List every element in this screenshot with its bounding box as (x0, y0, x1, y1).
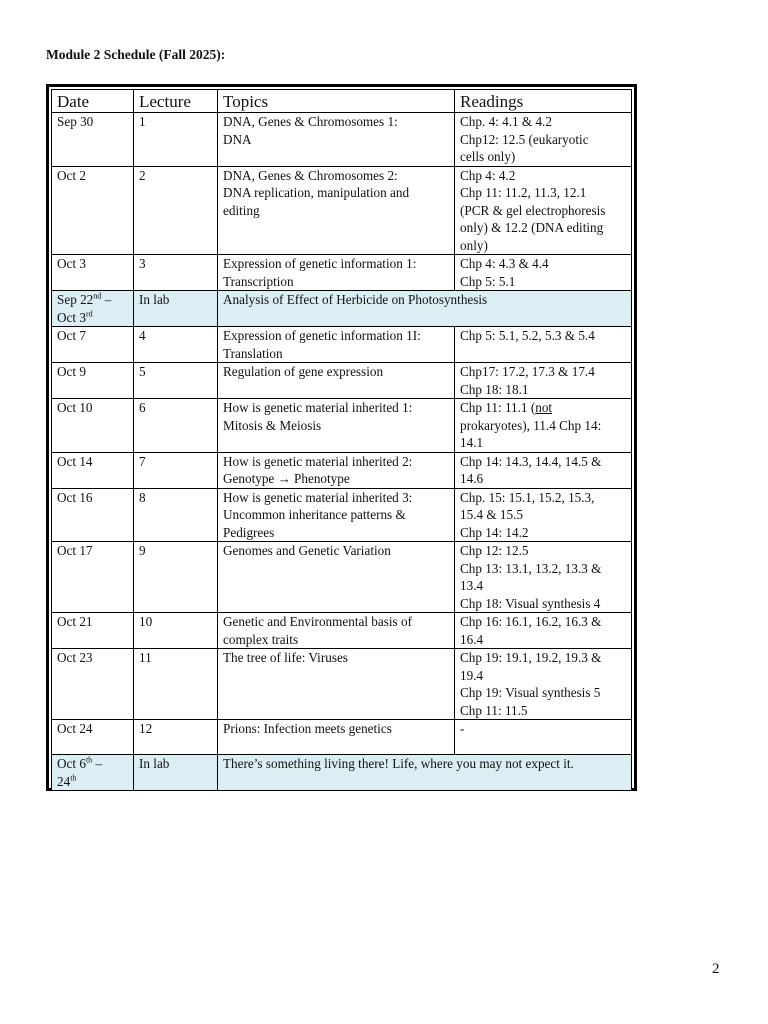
cell-line: Oct 14 (57, 453, 93, 469)
date-cell (52, 363, 134, 399)
lecture-row (52, 613, 632, 649)
cell-line: complex traits (223, 631, 299, 647)
cell-line: Genotype → Phenotype (223, 471, 350, 486)
cell-line: 14.6 (460, 471, 484, 486)
readings-cell (455, 649, 632, 720)
topic-cell (218, 363, 455, 399)
lecture-row (52, 166, 632, 255)
lecture-cell: 1 (134, 113, 218, 167)
lecture-cell: 10 (134, 613, 218, 649)
cell-line: Expression of genetic information 1I: (223, 328, 421, 343)
cell-line: Oct 7 (57, 328, 86, 343)
lecture-row (52, 363, 632, 399)
cell-line: (PCR & gel electrophoresis (460, 202, 606, 218)
cell-line: Oct 3rd (57, 309, 93, 325)
cell-line: Pedigrees (223, 524, 275, 540)
date-cell (52, 399, 134, 453)
topic-cell (218, 166, 455, 255)
header-lecture: Lecture (134, 90, 218, 113)
cell-line: Chp 14: 14.3, 14.4, 14.5 & (460, 453, 602, 469)
lecture-row (52, 399, 632, 453)
lecture-cell: 2 (134, 166, 218, 255)
cell-line: 13.4 (460, 578, 484, 593)
cell-line: Chp 5: 5.1, 5.2, 5.3 & 5.4 (460, 328, 595, 343)
date-cell (52, 755, 134, 791)
cell-line: Chp 19: 19.1, 19.2, 19.3 & (460, 650, 602, 665)
lecture-cell: 3 (134, 255, 218, 291)
topic-cell (218, 327, 455, 363)
cell-line: 15.4 & 15.5 (460, 507, 524, 522)
lecture-cell: In lab (134, 755, 218, 791)
readings-cell (455, 542, 632, 613)
cell-line: Chp 11: 11.5 (460, 702, 528, 718)
date-cell (52, 720, 134, 755)
topic-cell (218, 291, 632, 327)
topic-cell (218, 452, 455, 488)
lecture-cell: 7 (134, 452, 218, 488)
readings-cell (455, 488, 632, 542)
cell-line: Chp. 15: 15.1, 15.2, 15.3, (460, 489, 595, 505)
cell-line: Oct 21 (57, 614, 93, 629)
lecture-cell: 9 (134, 542, 218, 613)
cell-line: Chp 4: 4.2 (460, 167, 516, 183)
cell-line: Oct 6th – (57, 755, 103, 771)
date-cell (52, 327, 134, 363)
page-number: 2 (712, 961, 720, 977)
cell-line: Oct 16 (57, 489, 93, 505)
cell-line: Oct 2 (57, 167, 86, 183)
cell-line: Chp 14: 14.2 (460, 524, 529, 540)
cell-line: 14.1 (460, 435, 484, 450)
lab-row (52, 755, 632, 791)
topic-cell (218, 488, 455, 542)
cell-line: Chp17: 17.2, 17.3 & 17.4 (460, 364, 595, 379)
readings-cell (455, 363, 632, 399)
cell-line: Chp12: 12.5 (eukaryotic (460, 131, 589, 147)
cell-line: editing (223, 202, 260, 218)
schedule-table (51, 89, 632, 791)
cell-line: Oct 3 (57, 256, 86, 271)
cell-line: DNA, Genes & Chromosomes 1: (223, 114, 398, 129)
lecture-cell: 8 (134, 488, 218, 542)
readings-cell (455, 399, 632, 453)
cell-line: Uncommon inheritance patterns & (223, 507, 406, 522)
cell-line: How is genetic material inherited 1: (223, 400, 413, 415)
lecture-row (52, 255, 632, 291)
cell-line: Genetic and Environmental basis of (223, 614, 412, 629)
lecture-cell: 11 (134, 649, 218, 720)
cell-line: - (460, 721, 465, 736)
schedule-body (52, 113, 632, 791)
date-cell (52, 291, 134, 327)
lecture-row (52, 542, 632, 613)
page-title: Module 2 Schedule (Fall 2025): (46, 47, 226, 62)
schedule-table-frame (46, 84, 637, 791)
cell-line: Chp 18: 18.1 (460, 381, 529, 397)
lecture-cell: 6 (134, 399, 218, 453)
cell-line: There’s something living there! Life, where you may not expect it. (223, 756, 574, 771)
readings-cell (455, 255, 632, 291)
cell-line: 19.4 (460, 667, 484, 683)
cell-line: Prions: Infection meets genetics (223, 721, 392, 736)
lecture-row (52, 452, 632, 488)
cell-line: Chp. 4: 4.1 & 4.2 (460, 114, 552, 129)
cell-line: Oct 9 (57, 364, 86, 379)
cell-line: only) (460, 237, 488, 253)
header-readings: Readings (455, 90, 632, 113)
cell-line: Regulation of gene expression (223, 364, 384, 379)
header-date: Date (52, 90, 134, 113)
header-topics: Topics (218, 90, 455, 113)
lecture-cell: 12 (134, 720, 218, 755)
readings-cell (455, 327, 632, 363)
cell-line: 24th (57, 773, 77, 789)
lab-row (52, 291, 632, 327)
readings-cell (455, 613, 632, 649)
topic-cell (218, 542, 455, 613)
cell-line: Oct 23 (57, 650, 93, 665)
topic-cell (218, 113, 455, 167)
readings-cell (455, 166, 632, 255)
cell-line: The tree of life: Viruses (223, 650, 348, 665)
cell-line: DNA replication, manipulation and (223, 185, 410, 200)
topic-cell (218, 399, 455, 453)
cell-line: Chp 18: Visual synthesis 4 (460, 595, 601, 611)
cell-line: prokaryotes), 11.4 Chp 14: (460, 417, 602, 433)
cell-line: Expression of genetic information 1: (223, 256, 417, 271)
cell-line: Sep 22nd – (57, 291, 112, 307)
cell-line: Transcription (223, 273, 294, 289)
lecture-cell: 4 (134, 327, 218, 363)
date-cell (52, 542, 134, 613)
cell-line: Translation (223, 345, 283, 361)
cell-line: Oct 24 (57, 721, 93, 736)
cell-line: DNA (223, 131, 252, 147)
topic-cell (218, 613, 455, 649)
cell-line: How is genetic material inherited 3: (223, 489, 413, 505)
readings-cell (455, 720, 632, 755)
lecture-row (52, 113, 632, 167)
cell-line: cells only) (460, 149, 516, 164)
date-cell (52, 613, 134, 649)
lecture-cell: 5 (134, 363, 218, 399)
cell-line: Mitosis & Meiosis (223, 417, 322, 433)
date-cell (52, 166, 134, 255)
readings-cell (455, 113, 632, 167)
cell-line: 16.4 (460, 631, 484, 647)
date-cell (52, 113, 134, 167)
topic-cell (218, 255, 455, 291)
lecture-row (52, 649, 632, 720)
cell-line: Oct 17 (57, 543, 93, 558)
lecture-row (52, 488, 632, 542)
cell-line: Chp 11: 11.1 (not (460, 400, 553, 415)
cell-line: Chp 4: 4.3 & 4.4 (460, 256, 549, 271)
cell-line: How is genetic material inherited 2: (223, 453, 413, 469)
date-cell (52, 255, 134, 291)
cell-line: Oct 10 (57, 400, 93, 415)
cell-line: Chp 11: 11.2, 11.3, 12.1 (460, 185, 587, 200)
cell-line: Chp 19: Visual synthesis 5 (460, 685, 601, 700)
cell-line: DNA, Genes & Chromosomes 2: (223, 167, 398, 183)
lecture-row (52, 327, 632, 363)
readings-cell (455, 452, 632, 488)
date-cell (52, 649, 134, 720)
lecture-row (52, 720, 632, 755)
topic-cell (218, 649, 455, 720)
date-cell (52, 488, 134, 542)
topic-cell (218, 720, 455, 755)
cell-line: Sep 30 (57, 114, 94, 129)
cell-line: Chp 16: 16.1, 16.2, 16.3 & (460, 614, 602, 629)
lecture-cell: In lab (134, 291, 218, 327)
cell-line: Chp 12: 12.5 (460, 543, 529, 558)
cell-line: Chp 13: 13.1, 13.2, 13.3 & (460, 560, 602, 576)
date-cell (52, 452, 134, 488)
topic-cell (218, 755, 632, 791)
cell-line: only) & 12.2 (DNA editing (460, 220, 604, 235)
cell-line: Chp 5: 5.1 (460, 273, 516, 289)
cell-line: Genomes and Genetic Variation (223, 543, 391, 558)
header-row (52, 90, 632, 113)
cell-line: Analysis of Effect of Herbicide on Photosynthesis (223, 292, 488, 307)
